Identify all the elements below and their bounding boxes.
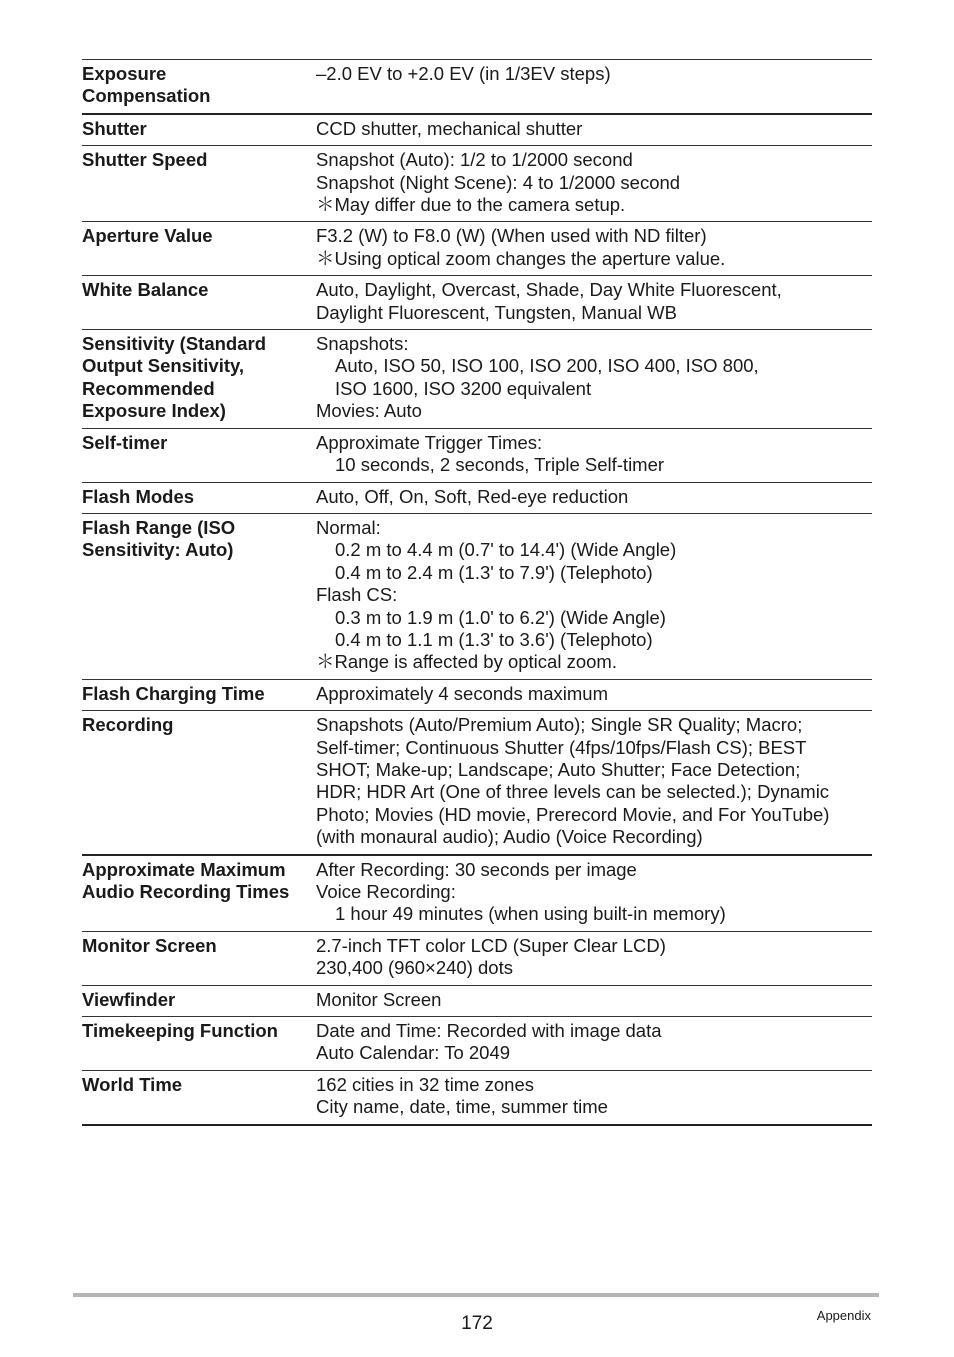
spec-value-line: F3.2 (W) to F8.0 (W) (When used with ND filter) <box>316 225 707 247</box>
spec-value-line: 0.3 m to 1.9 m (1.0' to 6.2') (Wide Angle) <box>335 606 666 628</box>
section-label: Appendix <box>816 1308 871 1323</box>
spec-row <box>82 1017 872 1071</box>
spec-value-line: Approximately 4 seconds maximum <box>316 682 608 704</box>
spec-row <box>82 276 872 330</box>
footer-divider <box>73 1293 879 1297</box>
spec-value <box>316 279 872 324</box>
spec-row <box>82 1071 872 1126</box>
spec-value-line: Daylight Fluorescent, Tungsten, Manual WB <box>316 301 677 323</box>
page-number: 172 <box>461 1313 493 1334</box>
spec-value-line: Monitor Screen <box>316 988 442 1010</box>
spec-row <box>82 483 872 514</box>
spec-label: Aperture Value <box>82 225 213 247</box>
spec-row <box>82 711 872 855</box>
spec-row <box>82 429 872 483</box>
spec-value-line: Auto Calendar: To 2049 <box>316 1042 511 1064</box>
spec-row <box>82 856 872 932</box>
spec-label: Flash Range (ISO Sensitivity: Auto) <box>82 516 236 561</box>
spec-value <box>316 63 872 108</box>
spec-value-line: SHOT; Make-up; Landscape; Auto Shutter; Face Detection; <box>316 758 801 780</box>
spec-value <box>316 989 872 1011</box>
spec-value <box>316 935 872 980</box>
spec-value-line: After Recording: 30 seconds per image <box>316 858 637 880</box>
spec-value <box>316 333 872 423</box>
spec-value-line: 230,400 (960×240) dots <box>316 957 513 979</box>
spec-label: White Balance <box>82 279 209 301</box>
spec-value-line: Auto, ISO 50, ISO 100, ISO 200, ISO 400, ISO 800, <box>335 355 759 377</box>
spec-value <box>316 118 872 140</box>
spec-value <box>316 714 872 848</box>
spec-value-line: 0.2 m to 4.4 m (0.7' to 14.4') (Wide Angle) <box>335 539 677 561</box>
spec-value-line: 162 cities in 32 time zones <box>316 1073 535 1095</box>
spec-label: Timekeeping Function <box>82 1020 278 1042</box>
spec-label: Approximate Maximum Audio Recording Times <box>82 858 290 902</box>
spec-value <box>316 517 872 674</box>
spec-row <box>82 986 872 1017</box>
spec-value-line: 2.7-inch TFT color LCD (Super Clear LCD) <box>316 934 666 956</box>
spec-label: Monitor Screen <box>82 934 217 956</box>
spec-value-line: 10 seconds, 2 seconds, Triple Self-timer <box>335 454 665 476</box>
spec-row <box>82 514 872 680</box>
spec-label: Flash Charging Time <box>82 682 265 704</box>
spec-value-line: 0.4 m to 2.4 m (1.3' to 7.9') (Telephoto) <box>335 561 653 583</box>
spec-value <box>316 1020 872 1065</box>
spec-row <box>82 222 872 276</box>
spec-value-line: 0.4 m to 1.1 m (1.3' to 3.6') (Telephoto) <box>335 628 653 650</box>
spec-row <box>82 115 872 146</box>
spec-value-line: Photo; Movies (HD movie, Prerecord Movie, and For YouTube) <box>316 803 830 825</box>
spec-row <box>82 146 872 222</box>
spec-value <box>316 1074 872 1119</box>
spec-table <box>82 59 872 1126</box>
spec-value-line: –2.0 EV to +2.0 EV (in 1/3EV steps) <box>316 63 611 84</box>
spec-value <box>316 683 872 705</box>
spec-label: World Time <box>82 1073 183 1095</box>
spec-value <box>316 225 872 270</box>
spec-value-line: 1 hour 49 minutes (when using built-in memory) <box>335 903 726 925</box>
spec-value-line: Voice Recording: <box>316 881 456 902</box>
spec-label: Recording <box>82 714 174 736</box>
spec-row <box>82 932 872 986</box>
spec-label: Flash Modes <box>82 485 195 507</box>
spec-value-line: Approximate Trigger Times: <box>316 431 543 453</box>
spec-value-line: Normal: <box>316 516 381 538</box>
spec-value <box>316 859 872 926</box>
spec-label: Sensitivity (Standard Output Sensitivity, Recommended Exposure Index) <box>82 333 267 422</box>
spec-row <box>82 330 872 429</box>
spec-value <box>316 432 872 477</box>
spec-value-line: Movies: Auto <box>316 400 422 422</box>
spec-value-line: Date and Time: Recorded with image data <box>316 1020 662 1042</box>
spec-value-line: ＊Using optical zoom changes the aperture value. <box>316 247 726 269</box>
spec-value-line: CCD shutter, mechanical shutter <box>316 117 583 139</box>
spec-value-line: ISO 1600, ISO 3200 equivalent <box>335 377 592 399</box>
spec-value-line: Snapshots: <box>316 333 409 355</box>
spec-value <box>316 486 872 508</box>
spec-label: Exposure Compensation <box>82 63 211 107</box>
spec-value <box>316 149 872 216</box>
spec-value-line: Snapshots (Auto/Premium Auto); Single SR Quality; Macro; <box>316 714 803 736</box>
spec-value-line: Auto, Daylight, Overcast, Shade, Day White Fluorescent, <box>316 279 782 301</box>
spec-value-line: Flash CS: <box>316 584 398 606</box>
spec-value-line: ＊May differ due to the camera setup. <box>316 194 626 216</box>
spec-value-line: HDR; HDR Art (One of three levels can be selected.); Dynamic <box>316 781 830 803</box>
spec-value-line: Self-timer; Continuous Shutter (4fps/10fps/Flash CS); BEST <box>316 736 807 758</box>
spec-value-line: Snapshot (Night Scene): 4 to 1/2000 second <box>316 171 681 193</box>
spec-label: Shutter Speed <box>82 149 208 171</box>
spec-row <box>82 680 872 711</box>
spec-label: Viewfinder <box>82 988 176 1010</box>
spec-value-line: ＊Range is affected by optical zoom. <box>316 651 617 673</box>
spec-value-line: Snapshot (Auto): 1/2 to 1/2000 second <box>316 149 633 171</box>
spec-label: Shutter <box>82 117 147 139</box>
spec-value-line: Auto, Off, On, Soft, Red-eye reduction <box>316 485 629 507</box>
spec-value-line: City name, date, time, summer time <box>316 1096 608 1118</box>
spec-value-line: (with monaural audio); Audio (Voice Recording) <box>316 826 703 848</box>
spec-label: Self-timer <box>82 431 168 453</box>
spec-row <box>82 60 872 115</box>
